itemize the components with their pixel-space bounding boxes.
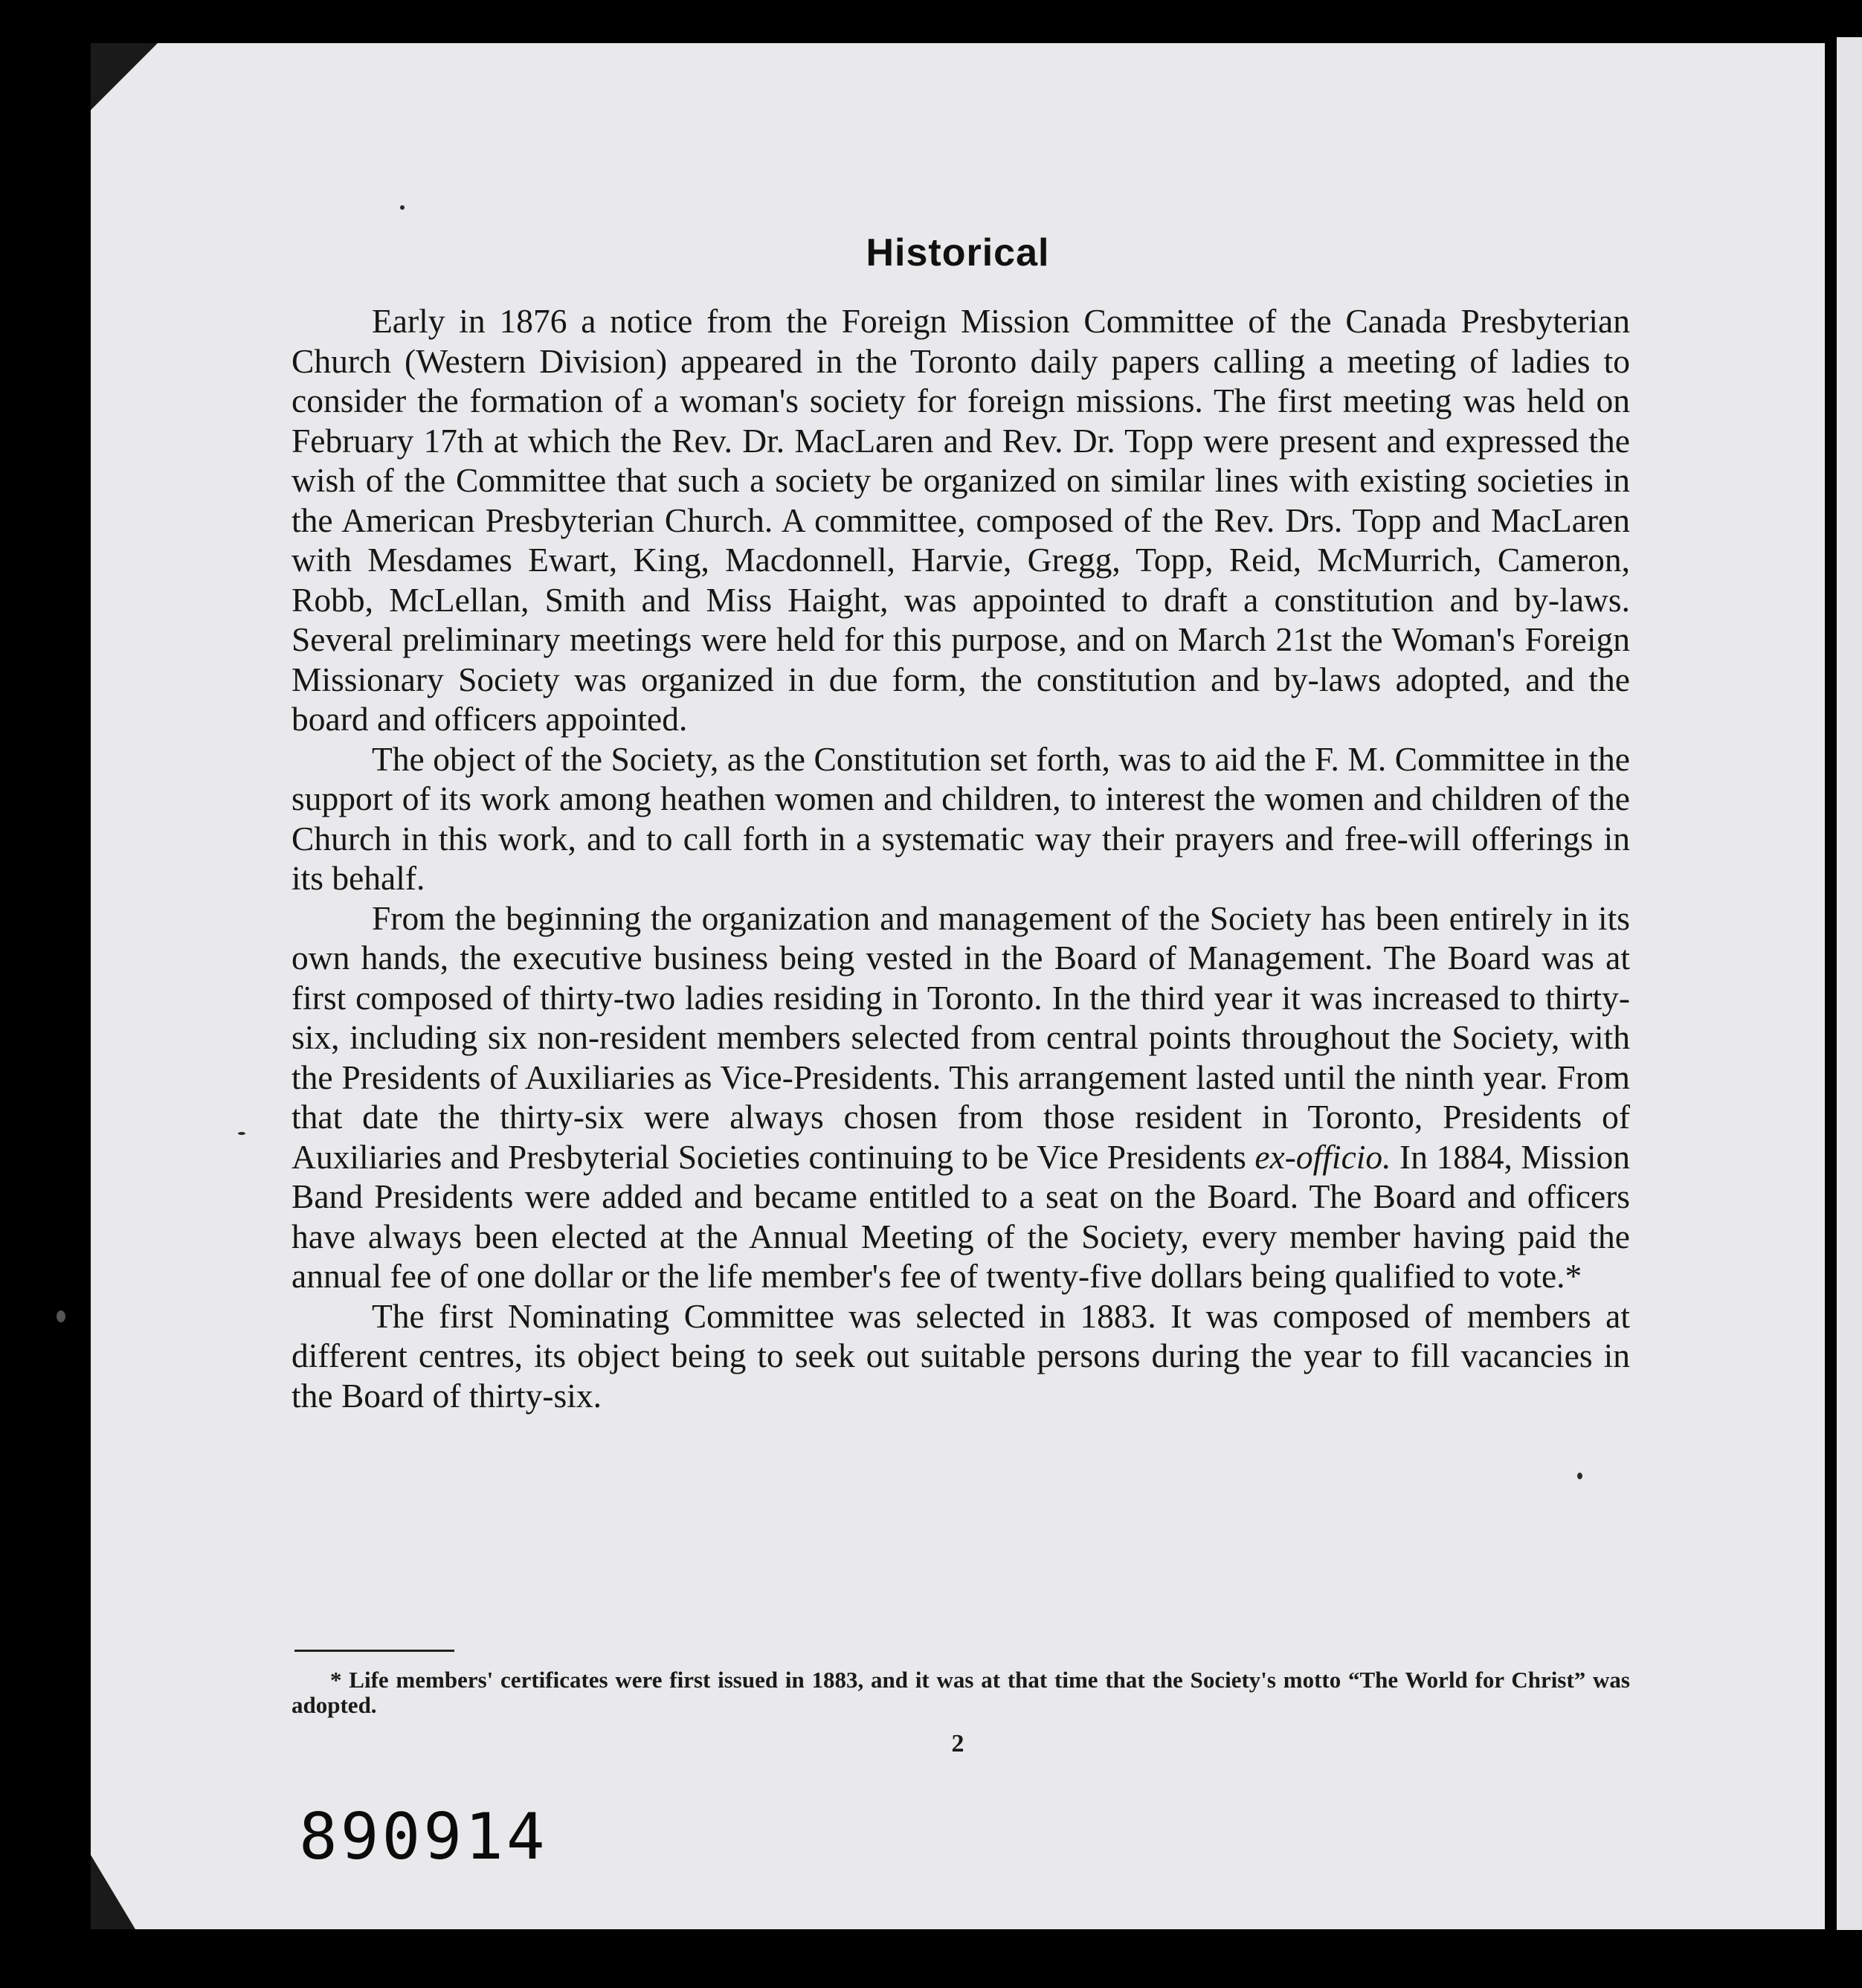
paragraph-text: In 1884, Mission Band Presidents were added and became entitled to a seat on the Board. The Board and officers have always been elected at the Annual Meeting of the Society, every member having paid the annual fee of one dollar or the life member's fee of twenty-five dollars being qualified to vote.* bbox=[291, 1137, 1630, 1295]
paragraph bbox=[291, 898, 1630, 1296]
folded-corner-top bbox=[91, 43, 158, 110]
footnote-divider bbox=[294, 1650, 454, 1652]
folded-corner-bottom bbox=[91, 1855, 135, 1929]
scan-speck bbox=[400, 205, 405, 210]
accession-number: 890914 bbox=[299, 1800, 548, 1874]
scan-speck bbox=[1577, 1473, 1582, 1479]
paragraph: Early in 1876 a notice from the Foreign Mission Committee of the Canada Presbyterian Church (Western Division) appeared in the Toronto daily papers calling a meeting of ladies to consider the formation of a woman's society for foreign missions. The first meeting was held on February 17th at which the Rev. Dr. MacLaren and Rev. Dr. Topp were present and expressed the wish of the Committee that such a society be organized on similar lines with existing societies in the American Presbyterian Church. A committee, composed of the Rev. Drs. Topp and MacLaren with Mesdames Ewart, King, Macdonnell, Harvie, Gregg, Topp, Reid, McMurrich, Cameron, Robb, McLellan, Smith and Miss Haight, was appointed to draft a constitution and by-laws. Several preliminary meetings were held for this purpose, and on March 21st the Woman's Foreign Missionary Society was organized in due form, the constitution and by-laws adopted, and the board and officers appointed. bbox=[291, 302, 1630, 738]
scan-speck bbox=[57, 1310, 65, 1322]
adjacent-page-edge bbox=[1837, 37, 1862, 1930]
body-text bbox=[291, 301, 1630, 1415]
paragraph: The object of the Society, as the Constitution set forth, was to aid the F. M. Committee in the support of its work among heathen women and children, to interest the women and children of the Church in this work, and to call forth in a systematic way their prayers and free-will offerings in its behalf. bbox=[291, 739, 1630, 897]
page-number: 2 bbox=[951, 1730, 964, 1757]
paragraph-text: From the beginning the organization and management of the Society has been entirely in its own hands, the executive business being vested in the Board of Management. The Board was at first composed of thirty-two ladies residing in Toronto. In the third year it was increased to thirty-six, including six non-resident members selected from central points throughout the Society, with the Presidents of Auxiliaries as Vice-Presidents. This arrangement lasted until the ninth year. From that date the thirty-six were always chosen from those resident in Toronto, Presidents of Auxiliaries and Presbyterial Societies continuing to be Vice Presidents bbox=[291, 898, 1630, 1176]
page-heading: Historical bbox=[866, 231, 1050, 274]
italic-phrase: ex-officio. bbox=[1254, 1137, 1391, 1176]
footnote: * Life members' certificates were first issued in 1883, and it was at that time that the Society's motto “The World for Christ” was adopted. bbox=[291, 1667, 1630, 1718]
paragraph: The first Nominating Committee was selected in 1883. It was composed of members at different centres, its object being to seek out suitable persons during the year to fill vacancies in the Board of thirty-six. bbox=[291, 1296, 1630, 1415]
scan-speck bbox=[238, 1132, 245, 1135]
binding-gutter bbox=[1825, 30, 1837, 1934]
